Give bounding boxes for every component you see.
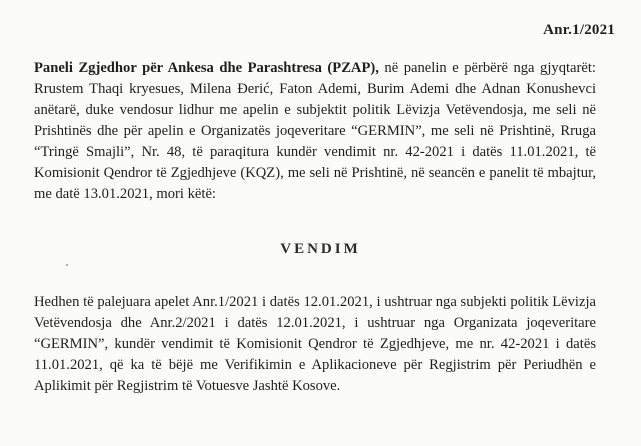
decision-heading: VENDIM (280, 241, 361, 257)
scan-speck (66, 264, 68, 266)
case-reference: Anr.1/2021 (543, 22, 615, 38)
panel-name: Paneli Zgjedhor për Ankesa dhe Parashtresa (PZAP), (34, 60, 379, 76)
decision-paragraph: Hedhen të palejuara apelet Anr.1/2021 i datës 12.01.2021, i ushtruar nga subjekti politik Lëvizja Vetëvendosja dhe Anr.2/2021 i datës 12.01.2021, i ushtruar nga Organizata joqeveritare “GERMIN”, kundër vendimit të Komisionit Qendror të Zgjedhjeve, me nr. 42-2021 i datës 11.01.2021, që ka të bëjë me Verifikimin e Aplikacioneve për Regjistrim për Periudhën e Aplikimit për Regjistrim të Votuesve Jashtë Kosove. (34, 294, 596, 394)
intro-paragraph (34, 58, 596, 205)
intro-text: në panelin e përbërë nga gjyqtarët: Rrustem Thaqi kryesues, Milena Đerić, Faton Ademi, Burim Ademi dhe Adnan Konushevci anëtarë, duke vendosur lidhur me apelin e subjektit politik Lëvizja Vetëvendosja, me seli në Prishtinës dhe për apelin e Organizatës joqeveritare “GERMIN”, me seli në Prishtinë, Rruga “Tringë Smajli”, Nr. 48, të paraqitura kundër vendimit nr. 42-2021 i datës 11.01.2021, të Komisionit Qendror të Zgjedhjeve (KQZ), me seli në Prishtinë, në seancën e panelit të mbajtur, me datë 13.01.2021, mori këtë: (34, 60, 596, 202)
